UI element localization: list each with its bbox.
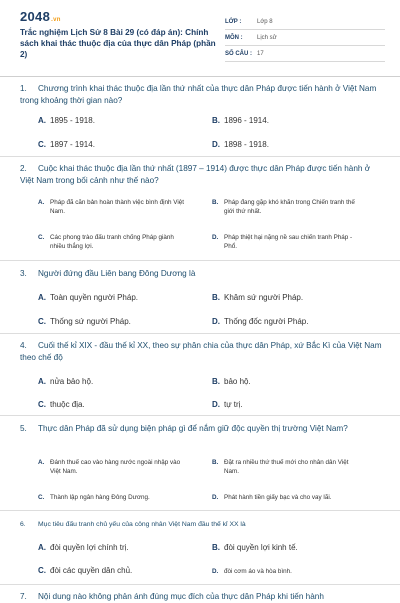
option-d[interactable]: D. 1898 - 1918. xyxy=(212,140,269,149)
site-logo[interactable]: 2048.vn xyxy=(20,9,61,24)
option-b[interactable]: B. bảo hộ. xyxy=(212,377,251,386)
option-d[interactable]: D. Phát hành tiền giấy bạc và cho vay lãi. xyxy=(212,494,332,501)
option-a[interactable]: A. Đánh thuế cao vào hàng nước ngoài nhập vào Việt Nam. xyxy=(38,459,181,475)
option-c[interactable]: C. 1897 - 1914. xyxy=(38,140,95,149)
option-c[interactable]: C. Thành lập ngân hàng Đông Dương. xyxy=(38,494,150,501)
question-separator xyxy=(0,260,400,261)
option-a[interactable]: A. Pháp đã căn bản hoàn thành việc bình định Việt Nam. xyxy=(38,199,184,215)
option-b[interactable]: B. 1896 - 1914. xyxy=(212,116,269,125)
option-b[interactable]: B. Khâm sứ người Pháp. xyxy=(212,293,304,302)
question-text: 6. Mục tiêu đấu tranh chủ yếu của công nhân Việt Nam đầu thế kỉ XX là xyxy=(20,521,246,528)
question-text: 7. Nội dung nào không phản ánh đúng mục đích của thực dân Pháp khi tiến hành xyxy=(20,592,324,601)
question-separator xyxy=(0,415,400,416)
question-separator xyxy=(0,333,400,334)
question-separator xyxy=(0,510,400,511)
option-c[interactable]: C. Các phong trào đấu tranh chống Pháp giành nhiều thắng lợi. xyxy=(38,234,174,250)
header-divider xyxy=(0,76,400,77)
option-a[interactable]: A. Toàn quyền người Pháp. xyxy=(38,293,138,302)
option-d[interactable]: D. Thống đốc người Pháp. xyxy=(212,317,309,326)
meta-row-class: LỚP : Lớp 8 xyxy=(225,14,385,30)
question-text: 5. Thực dân Pháp đã sử dụng biện pháp gì để nắm giữ độc quyền thị trường Việt Nam? xyxy=(20,424,348,433)
option-a[interactable]: A. nửa bảo hộ. xyxy=(38,377,94,386)
meta-table xyxy=(225,14,385,62)
option-b[interactable]: B. đòi quyền lợi kinh tế. xyxy=(212,543,298,552)
document-title: Trắc nghiệm Lịch Sử 8 Bài 29 (có đáp án): Chính sách khai thác thuộc địa của thực dân Pháp (phần 2) xyxy=(20,28,216,59)
option-c[interactable]: C. Thống sứ người Pháp. xyxy=(38,317,131,326)
option-d[interactable]: D. tự trị. xyxy=(212,400,243,409)
option-c[interactable]: C. đòi các quyền dân chủ. xyxy=(38,566,133,575)
option-c[interactable]: C. thuộc địa. xyxy=(38,400,85,409)
option-a[interactable]: A. 1895 - 1918. xyxy=(38,116,95,125)
option-d[interactable]: D. Pháp thiệt hại nặng nề sau chiến tranh Pháp - Phổ. xyxy=(212,234,353,250)
question-separator xyxy=(0,156,400,157)
question-text: 1. Chương trình khai thác thuộc địa lần thứ nhất của thực dân Pháp được tiến hành ở Việt Nam trong khoảng thời gian nào? xyxy=(20,84,377,105)
meta-row-subject: MÔN : Lịch sử xyxy=(225,30,385,46)
option-b[interactable]: B. Đặt ra nhiều thứ thuế mới cho nhân dân Việt Nam. xyxy=(212,459,349,475)
option-b[interactable]: B. Pháp đang gặp khó khăn trong Chiến tranh thế giới thứ nhất. xyxy=(212,199,355,215)
question-text: 3. Người đứng đầu Liên bang Đông Dương là xyxy=(20,269,196,278)
page-header xyxy=(0,0,400,68)
meta-row-count: SỐ CÂU : 17 xyxy=(225,46,385,62)
question-text: 4. Cuối thế kỉ XIX - đầu thế kỉ XX, theo sự phân chia của thực dân Pháp, xứ Bắc Kì của Việt Nam theo chế độ xyxy=(20,341,382,362)
question-text: 2. Cuộc khai thác thuộc địa lần thứ nhất (1897 – 1914) được thực dân Pháp được tiến hành ở Việt Nam trong bối cảnh như thế nào? xyxy=(20,164,371,185)
question-separator xyxy=(0,584,400,585)
option-d[interactable]: D. đòi cơm áo và hòa bình. xyxy=(212,568,292,575)
option-a[interactable]: A. đòi quyền lợi chính trị. xyxy=(38,543,129,552)
